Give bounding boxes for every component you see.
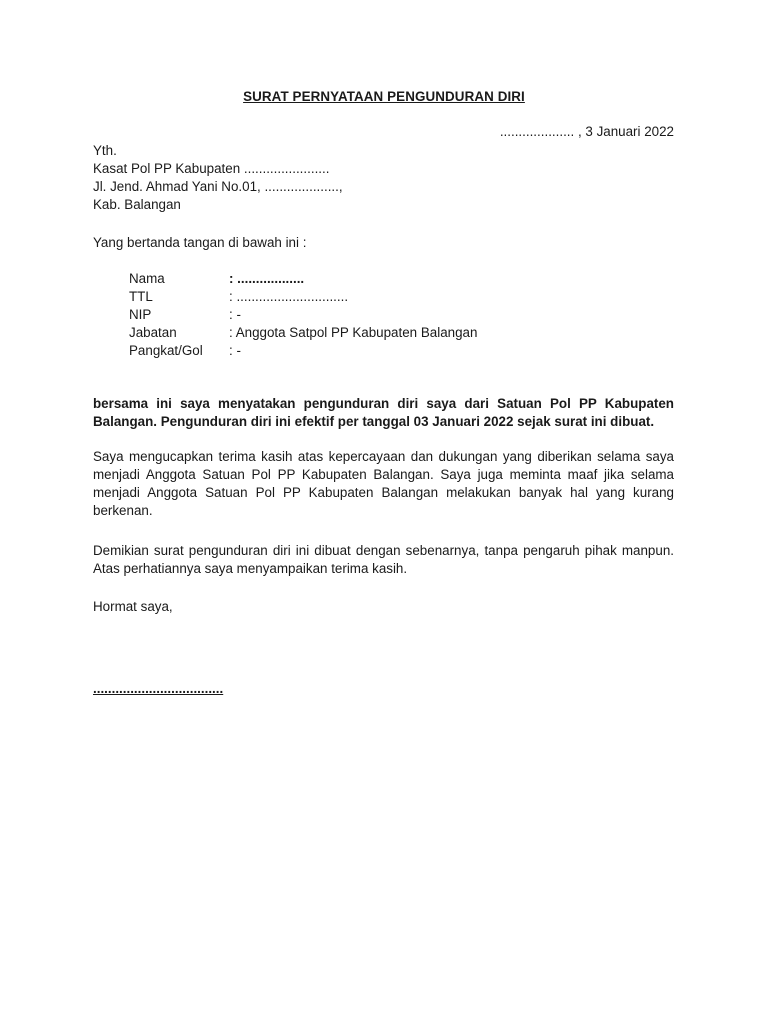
field-value: : .................. — [229, 271, 305, 286]
signature-line: ................................... — [93, 681, 224, 696]
recipient-line-3: Kab. Balangan — [93, 197, 181, 212]
recipient-line-2: Jl. Jend. Ahmad Yani No.01, ...................., — [93, 179, 343, 194]
intro-text: Yang bertanda tangan di bawah ini : — [93, 235, 307, 250]
field-label: NIP — [129, 307, 152, 322]
closing-salutation: Hormat saya, — [93, 599, 173, 614]
field-label: Jabatan — [129, 325, 177, 340]
field-value: : .............................. — [229, 289, 349, 304]
field-row-pangkat — [129, 342, 241, 360]
field-value: : Anggota Satpol PP Kabupaten Balangan — [229, 325, 478, 340]
recipient-greeting: Yth. — [93, 143, 117, 158]
field-label: Pangkat/Gol — [129, 343, 203, 358]
field-label: TTL — [129, 289, 153, 304]
field-row-ttl — [129, 288, 348, 306]
field-label: Nama — [129, 271, 165, 286]
paragraph-thanks: Saya mengucapkan terima kasih atas kepercayaan dan dukungan yang diberikan selama saya menjadi Anggota Satuan Pol PP Kabupaten Balangan. Saya juga meminta maaf jika selama menjadi Anggota Satuan Pol PP Kabupaten Balangan melakukan banyak hal yang kurang berkenan. — [93, 449, 674, 518]
field-value: : - — [229, 307, 241, 322]
document-title: SURAT PERNYATAAN PENGUNDURAN DIRI — [243, 89, 525, 104]
field-row-jabatan — [129, 324, 477, 342]
recipient-line-1: Kasat Pol PP Kabupaten ....................... — [93, 161, 330, 176]
field-row-nama — [129, 270, 304, 288]
paragraph-closing: Demikian surat pengunduran diri ini dibuat dengan sebenarnya, tanpa pengaruh pihak manpun. Atas perhatiannya saya menyampaikan terima kasih. — [93, 543, 674, 576]
field-value: : - — [229, 343, 241, 358]
date-line: .................... , 3 Januari 2022 — [499, 124, 674, 139]
field-row-nip — [129, 306, 241, 324]
paragraph-statement: bersama ini saya menyatakan pengunduran diri saya dari Satuan Pol PP Kabupaten Balangan. Pengunduran diri ini efektif per tanggal 03 Januari 2022 sejak surat ini dibuat. — [93, 396, 674, 429]
